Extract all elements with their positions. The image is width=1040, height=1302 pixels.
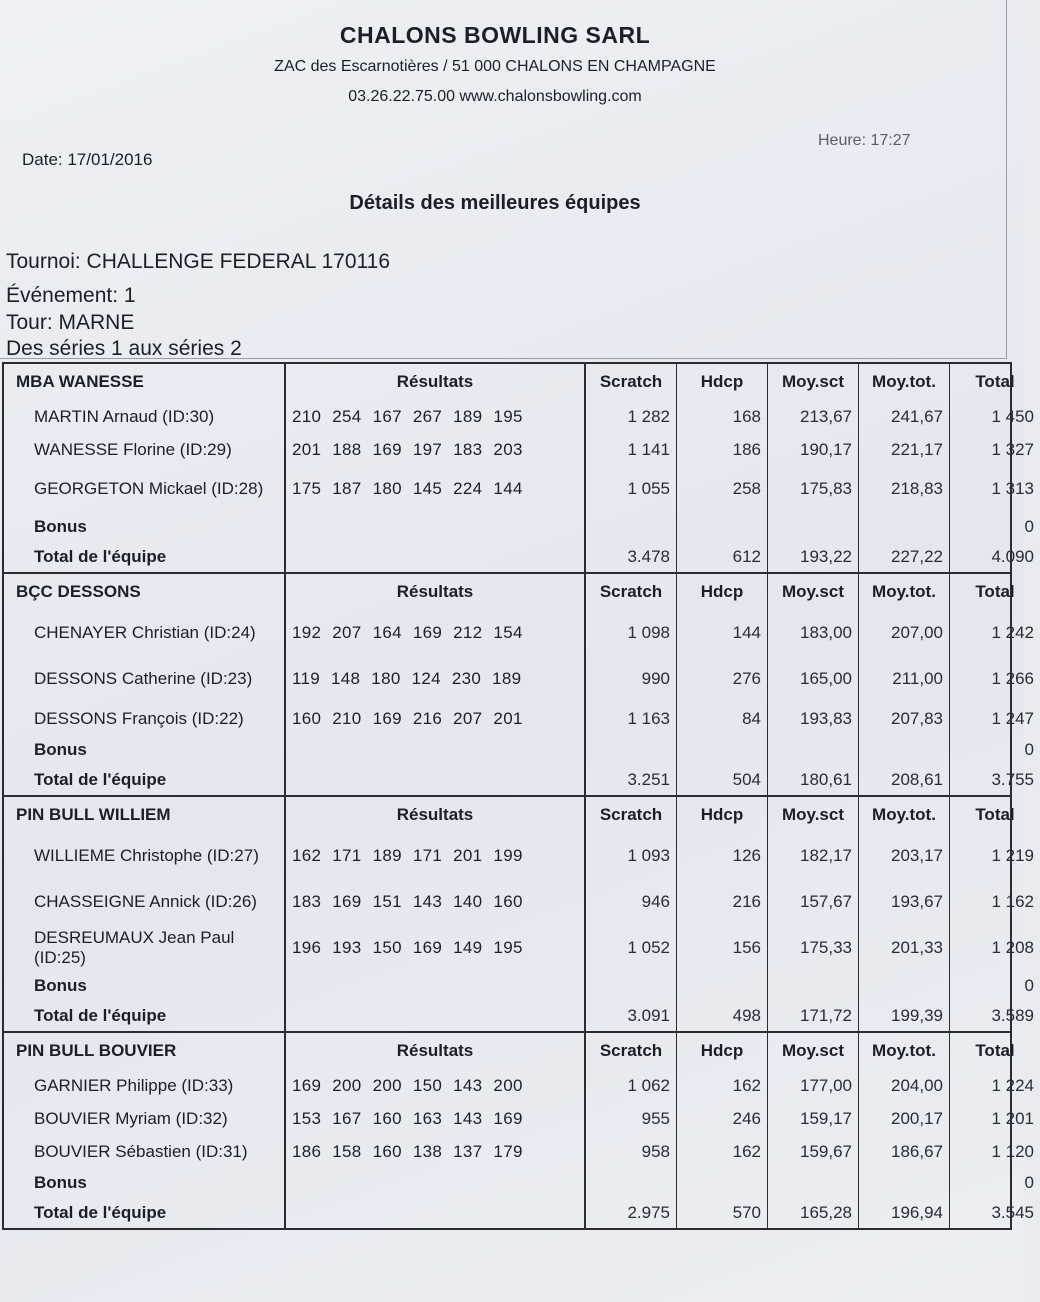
team-total-label: Total de l'équipe	[4, 765, 285, 795]
results-header: Résultats	[285, 574, 585, 610]
bonus-row	[4, 1168, 1040, 1198]
bonus-value: 0	[1024, 976, 1034, 995]
player-row	[4, 1069, 1040, 1102]
hdcp-header: Hdcp	[677, 574, 768, 610]
results-header: Résultats	[285, 797, 585, 833]
player-hdcp: 276	[677, 656, 768, 702]
team-block	[4, 1033, 1034, 1228]
avg-tot-header: Moy.tot.	[859, 364, 950, 400]
team-block	[4, 797, 1034, 1033]
avg-tot-header: Moy.tot.	[859, 574, 950, 610]
team-total-total: 3.755	[991, 770, 1034, 789]
tournament-name: Tournoi: CHALLENGE FEDERAL 170116	[6, 250, 391, 273]
team-total-avg-tot: 199,39	[859, 1001, 950, 1031]
player-total: 1 224	[991, 1075, 1034, 1095]
player-hdcp: 216	[677, 879, 768, 925]
player-total: 1 219	[991, 846, 1034, 865]
team-total-hdcp: 570	[677, 1198, 768, 1228]
player-scratch: 1 282	[585, 400, 677, 433]
results-header: Résultats	[285, 364, 585, 400]
team-total-avg-sct: 165,28	[768, 1198, 859, 1228]
player-avg-tot: 211,00	[859, 656, 950, 702]
team-total-scratch: 2.975	[585, 1198, 677, 1228]
player-avg-tot: 204,00	[859, 1069, 950, 1102]
player-avg-tot: 218,83	[859, 466, 950, 512]
team-total-total: 4.090	[991, 547, 1034, 566]
player-name: CHASSEIGNE Annick (ID:26)	[4, 879, 285, 925]
team-total-avg-tot: 208,61	[859, 765, 950, 795]
player-scratch: 1 093	[585, 833, 677, 879]
team-total-total: 3.589	[991, 1006, 1034, 1025]
bonus-label: Bonus	[4, 1168, 285, 1198]
team-total-scratch: 3.091	[585, 1001, 677, 1031]
player-row	[4, 433, 1040, 466]
avg-sct-header: Moy.sct	[768, 364, 859, 400]
team-block	[4, 364, 1034, 574]
player-row	[4, 466, 1040, 512]
team-total-avg-sct: 193,22	[768, 542, 859, 572]
player-scratch: 958	[585, 1135, 677, 1168]
player-scores: 192 207 164 169 212 154	[285, 610, 585, 656]
bonus-row	[4, 971, 1040, 1001]
player-scores: 186 158 160 138 137 179	[285, 1135, 585, 1168]
player-avg-sct: 159,17	[768, 1102, 859, 1135]
bonus-label: Bonus	[4, 971, 285, 1001]
team-total-label: Total de l'équipe	[4, 1001, 285, 1031]
company-address: ZAC des Escarnotières / 51 000 CHALONS EN CHAMPAGNE	[274, 58, 716, 75]
scratch-header: Scratch	[585, 1033, 677, 1069]
scratch-header: Scratch	[585, 797, 677, 833]
player-name: GEORGETON Mickael (ID:28)	[4, 466, 285, 512]
team-total-scratch: 3.251	[585, 765, 677, 795]
team-total-total: 3.545	[991, 1203, 1034, 1222]
team-name: PIN BULL BOUVIER	[4, 1033, 285, 1069]
bonus-label: Bonus	[4, 735, 285, 765]
player-row	[4, 610, 1040, 656]
player-hdcp: 246	[677, 1102, 768, 1135]
player-row	[4, 1135, 1040, 1168]
player-avg-tot: 186,67	[859, 1135, 950, 1168]
team-total-row	[4, 1001, 1040, 1031]
player-scores: 196 193 150 169 149 195	[285, 925, 585, 971]
player-total: 1 201	[991, 1108, 1034, 1128]
player-row	[4, 833, 1040, 879]
player-total: 1 162	[991, 892, 1034, 911]
player-total: 1 266	[991, 669, 1034, 688]
player-scratch: 1 062	[585, 1069, 677, 1102]
player-avg-sct: 193,83	[768, 702, 859, 735]
bonus-row	[4, 735, 1040, 765]
team-name: MBA WANESSE	[4, 364, 285, 400]
player-avg-sct: 157,67	[768, 879, 859, 925]
total-header: Total	[975, 805, 1015, 824]
player-scratch: 1 141	[585, 433, 677, 466]
player-scratch: 990	[585, 656, 677, 702]
avg-tot-header: Moy.tot.	[859, 1033, 950, 1069]
player-avg-sct: 182,17	[768, 833, 859, 879]
team-total-avg-tot: 227,22	[859, 542, 950, 572]
bonus-value: 0	[1024, 740, 1034, 759]
scratch-header: Scratch	[585, 574, 677, 610]
teams-table	[2, 362, 1034, 1230]
player-scores: 201 188 169 197 183 203	[285, 433, 585, 466]
player-total: 1 313	[991, 479, 1034, 498]
player-avg-tot: 221,17	[859, 433, 950, 466]
player-total: 1 208	[991, 938, 1034, 957]
player-avg-sct: 165,00	[768, 656, 859, 702]
team-total-avg-sct: 180,61	[768, 765, 859, 795]
player-hdcp: 144	[677, 610, 768, 656]
avg-tot-header: Moy.tot.	[859, 797, 950, 833]
player-name: DESREUMAUX Jean Paul (ID:25)	[4, 925, 285, 971]
player-name: MARTIN Arnaud (ID:30)	[4, 400, 285, 433]
player-scratch: 1 098	[585, 610, 677, 656]
player-avg-sct: 175,83	[768, 466, 859, 512]
total-header: Total	[975, 372, 1015, 391]
avg-sct-header: Moy.sct	[768, 1033, 859, 1069]
player-row	[4, 702, 1040, 735]
player-scratch: 1 163	[585, 702, 677, 735]
hdcp-header: Hdcp	[677, 364, 768, 400]
player-avg-tot: 207,00	[859, 610, 950, 656]
player-avg-tot: 207,83	[859, 702, 950, 735]
player-name: GARNIER Philippe (ID:33)	[4, 1069, 285, 1102]
team-total-row	[4, 1198, 1040, 1228]
player-name: DESSONS François (ID:22)	[4, 702, 285, 735]
player-scores: 175 187 180 145 224 144	[285, 466, 585, 512]
round-name: Tour: MARNE	[6, 311, 135, 334]
player-name: BOUVIER Myriam (ID:32)	[4, 1102, 285, 1135]
player-name: CHENAYER Christian (ID:24)	[4, 610, 285, 656]
player-scratch: 1 052	[585, 925, 677, 971]
bonus-value: 0	[1024, 1173, 1034, 1192]
print-date: Date: 17/01/2016	[22, 150, 153, 169]
player-avg-tot: 193,67	[859, 879, 950, 925]
player-scratch: 955	[585, 1102, 677, 1135]
player-avg-tot: 203,17	[859, 833, 950, 879]
company-contact: 03.26.22.75.00 www.chalonsbowling.com	[348, 88, 642, 105]
player-avg-sct: 190,17	[768, 433, 859, 466]
player-scratch: 946	[585, 879, 677, 925]
player-hdcp: 156	[677, 925, 768, 971]
player-name: DESSONS Catherine (ID:23)	[4, 656, 285, 702]
print-hour: Heure: 17:27	[818, 132, 911, 149]
player-avg-tot: 200,17	[859, 1102, 950, 1135]
hdcp-header: Hdcp	[677, 1033, 768, 1069]
total-header: Total	[975, 582, 1015, 601]
team-total-row	[4, 765, 1040, 795]
team-total-row	[4, 542, 1040, 572]
player-scores: 160 210 169 216 207 201	[285, 702, 585, 735]
team-total-scratch: 3.478	[585, 542, 677, 572]
player-scores: 119 148 180 124 230 189	[285, 656, 585, 702]
player-total: 1 242	[991, 623, 1034, 642]
player-name: WANESSE Florine (ID:29)	[4, 433, 285, 466]
team-total-hdcp: 498	[677, 1001, 768, 1031]
player-avg-sct: 159,67	[768, 1135, 859, 1168]
player-hdcp: 162	[677, 1069, 768, 1102]
player-scores: 210 254 167 267 189 195	[285, 400, 585, 433]
player-hdcp: 162	[677, 1135, 768, 1168]
bonus-label: Bonus	[4, 512, 285, 542]
results-header: Résultats	[285, 1033, 585, 1069]
player-scores: 183 169 151 143 140 160	[285, 879, 585, 925]
player-row	[4, 656, 1040, 702]
team-total-hdcp: 612	[677, 542, 768, 572]
player-total: 1 450	[991, 406, 1034, 426]
series-range: Des séries 1 aux séries 2	[6, 337, 242, 360]
player-avg-tot: 241,67	[859, 400, 950, 433]
player-avg-sct: 175,33	[768, 925, 859, 971]
player-avg-sct: 177,00	[768, 1069, 859, 1102]
player-scores: 162 171 189 171 201 199	[285, 833, 585, 879]
scratch-header: Scratch	[585, 364, 677, 400]
avg-sct-header: Moy.sct	[768, 797, 859, 833]
player-scores: 169 200 200 150 143 200	[285, 1069, 585, 1102]
player-name: WILLIEME Christophe (ID:27)	[4, 833, 285, 879]
team-total-avg-tot: 196,94	[859, 1198, 950, 1228]
header-box	[0, 0, 1007, 359]
player-total: 1 247	[991, 708, 1034, 728]
hdcp-header: Hdcp	[677, 797, 768, 833]
player-avg-tot: 201,33	[859, 925, 950, 971]
player-hdcp: 126	[677, 833, 768, 879]
team-block	[4, 574, 1034, 797]
team-total-hdcp: 504	[677, 765, 768, 795]
player-avg-sct: 213,67	[768, 400, 859, 433]
event-number: Événement: 1	[6, 284, 136, 307]
player-hdcp: 84	[677, 702, 768, 735]
player-scratch: 1 055	[585, 466, 677, 512]
player-row	[4, 400, 1040, 433]
total-header: Total	[975, 1041, 1015, 1060]
team-name: PIN BULL WILLIEM	[4, 797, 285, 833]
company-name: CHALONS BOWLING SARL	[339, 22, 651, 48]
player-hdcp: 258	[677, 466, 768, 512]
player-total: 1 120	[991, 1141, 1034, 1161]
player-name: BOUVIER Sébastien (ID:31)	[4, 1135, 285, 1168]
team-total-avg-sct: 171,72	[768, 1001, 859, 1031]
avg-sct-header: Moy.sct	[768, 574, 859, 610]
team-total-label: Total de l'équipe	[4, 1198, 285, 1228]
player-avg-sct: 183,00	[768, 610, 859, 656]
team-name: BÇC DESSONS	[4, 574, 285, 610]
player-hdcp: 168	[677, 400, 768, 433]
player-scores: 153 167 160 163 143 169	[285, 1102, 585, 1135]
player-hdcp: 186	[677, 433, 768, 466]
bonus-value: 0	[1024, 517, 1034, 536]
bonus-row	[4, 512, 1040, 542]
player-row	[4, 925, 1040, 971]
player-total: 1 327	[991, 439, 1034, 459]
player-row	[4, 879, 1040, 925]
document-title: Détails des meilleures équipes	[349, 192, 641, 214]
team-total-label: Total de l'équipe	[4, 542, 285, 572]
player-row	[4, 1102, 1040, 1135]
